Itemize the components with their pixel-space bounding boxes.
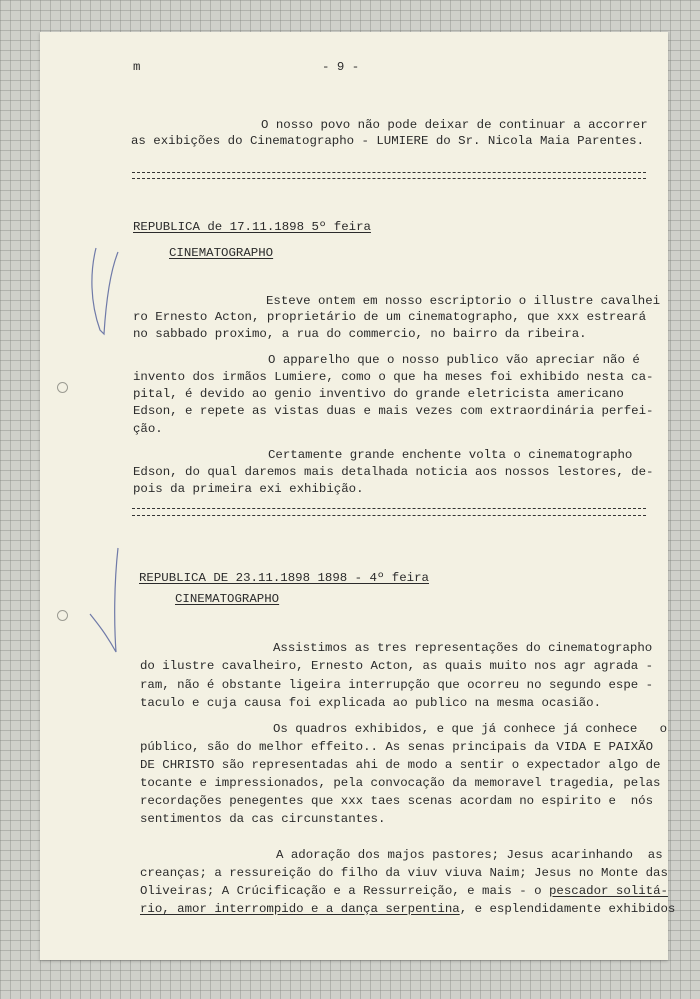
page-mark: m (133, 60, 141, 74)
article-2-line: Assistimos as tres representações do cinematographo (273, 641, 653, 655)
article-1-line: pital, é devido ao genio inventivo do grande eletricista americano (133, 387, 624, 401)
checkmark-icon (88, 242, 128, 342)
intro-line-2: as exibições do Cinematographo - LUMIERE do Sr. Nicola Maia Parentes. (131, 134, 645, 148)
article-1-line: invento dos irmãos Lumiere, como o que ha meses foi exhibido nesta ca- (133, 370, 654, 384)
underlined-phrase: pescador solitá- (548, 884, 668, 898)
article-2-line: DE CHRISTO são representadas ahi de modo a sentir o expectador algo de (140, 758, 661, 772)
article-2-line: público, são do melhor effeito.. As senas principais da VIDA E PAIXÃO (140, 740, 654, 754)
document-page (40, 32, 676, 960)
article-1-line: Esteve ontem em nosso escriptorio o illustre cavalhei (266, 294, 661, 308)
line-text: , e esplendidamente exhibidos (459, 902, 676, 916)
article-2-line: ram, não é obstante ligeira interrupção que ocorreu no segundo espe - (140, 678, 654, 692)
article-1-line: Edson, e repete as vistas duas e mais vezes com extraordinária perfei- (133, 404, 654, 418)
punch-hole (57, 610, 68, 621)
dashed-rule (132, 508, 646, 509)
article-1-line: O apparelho que o nosso publico vão apreciar não é (268, 353, 640, 367)
article-1-line: pois da primeira exi exhibição. (133, 482, 364, 496)
article-2-line: tocante e impressionados, pela convocação da memoravel tragedia, pelas (140, 776, 661, 790)
article-1-line: Edson, do qual daremos mais detalhada noticia aos nossos lestores, de- (133, 465, 654, 479)
article-1-heading: REPUBLICA de 17.11.1898 5º feira (133, 220, 371, 234)
page-number: - 9 - (322, 60, 360, 74)
punch-hole (57, 382, 68, 393)
article-2-line (140, 900, 675, 919)
article-2-line: taculo e cuja causa foi explicada ao publico na mesma ocasião. (140, 696, 602, 710)
dashed-rule (132, 172, 646, 173)
dashed-rule (132, 515, 646, 516)
intro-line-1: O nosso povo não pode deixar de continuar a accorrer (261, 118, 648, 132)
article-2-line: creanças; a ressureição do filho da viuv viuva Naim; Jesus no Monte das (140, 866, 668, 880)
dashed-rule (132, 178, 646, 179)
article-2-line: do ilustre cavalheiro, Ernesto Acton, as quais muito nos agr agrada - (140, 659, 654, 673)
article-1-line: ro Ernesto Acton, proprietário de um cinematographo, que xxx estreará (133, 310, 647, 324)
article-2-line: Os quadros exhibidos, e que já conhece já conhece o (273, 722, 668, 736)
article-1-line: ção. (133, 422, 163, 436)
article-1-line: no sabbado proximo, a rua do commercio, no bairro da ribeira. (133, 327, 587, 341)
line-text: Oliveiras; A Crúcificação e a Ressurreição, e mais - o (140, 884, 549, 898)
article-2-line: sentimentos da cas circunstantes. (140, 812, 386, 826)
article-1-subtitle: CINEMATOGRAPHO (169, 246, 274, 260)
article-1-line: Certamente grande enchente volta o cinematographo (268, 448, 633, 462)
article-2-line: A adoração dos majos pastores; Jesus acarinhando as (276, 848, 663, 862)
article-2-heading: REPUBLICA DE 23.11.1898 1898 - 4º feira (139, 571, 429, 585)
article-2-line: recordações penegentes que xxx taes scenas acordam no espirito e nós (140, 794, 654, 808)
checkmark-icon (88, 544, 128, 654)
underlined-phrase: rio, amor interrompido e a dança serpentina (140, 902, 460, 916)
article-2-subtitle: CINEMATOGRAPHO (175, 592, 280, 606)
article-2-line (140, 882, 668, 901)
